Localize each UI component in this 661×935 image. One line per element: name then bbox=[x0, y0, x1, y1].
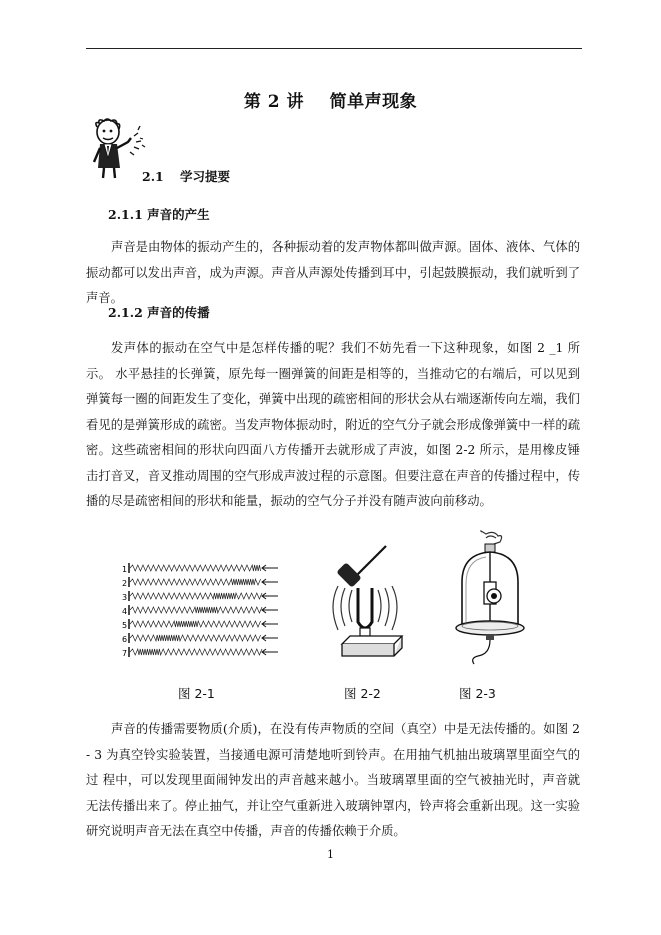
section-number: 2.1 bbox=[142, 169, 164, 184]
spring-row-label: 3 bbox=[122, 593, 128, 602]
spring-coil bbox=[130, 621, 261, 627]
push-arrow bbox=[262, 621, 278, 627]
push-arrow bbox=[262, 579, 278, 585]
push-arrow bbox=[262, 635, 278, 641]
paragraph-sound-production: 声音是由物体的振动产生的，各种振动着的发声物体都叫做声源。固体、液体、气体的振动都可以发出声音，成为声源。声音从声源处传播到耳中，引起鼓膜振动，我们就听到了声音。 bbox=[86, 240, 580, 305]
figure-2-1-springs bbox=[122, 560, 280, 664]
header-rule bbox=[86, 48, 582, 49]
figure-2-1-caption: 图 2-1 bbox=[178, 686, 215, 701]
figure-2-3-bell-jar bbox=[448, 530, 534, 666]
subsection-2-1-2-heading: 2.1.2 声音的传播 bbox=[108, 305, 210, 320]
section-2-1 bbox=[142, 167, 230, 185]
spring-row-label: 2 bbox=[122, 579, 128, 588]
spring-row-label: 1 bbox=[122, 565, 128, 574]
push-arrow bbox=[262, 565, 278, 571]
spring-coil bbox=[130, 649, 262, 655]
spring-coil bbox=[130, 565, 261, 571]
spring-coil bbox=[130, 635, 261, 641]
page-number: 1 bbox=[327, 848, 334, 861]
spring-row-label: 6 bbox=[122, 635, 128, 644]
section-title: 学习提要 bbox=[180, 169, 231, 184]
figure-2-2-caption: 图 2-2 bbox=[344, 686, 381, 701]
lecture-title: 第 2 讲 简单声现象 bbox=[243, 92, 418, 112]
spring-coil bbox=[130, 579, 261, 585]
spring-coil bbox=[130, 593, 262, 599]
push-arrow bbox=[262, 593, 278, 599]
figure-2-2-tuning-fork bbox=[318, 540, 418, 664]
paragraph-sound-propagation: 发声体的振动在空气中是怎样传播的呢？我们不妨先看一下这种现象，如图 2 _1 所示。 水平悬挂的长弹簧，原先每一圈弹簧的间距是相等的，当推动它的右端后，可以见到弹簧每一圈的间距发生了变化，弹簧中出现的疏密相间的形状会从右端逐渐传向左端，我们看见的是弹簧形成的疏密。当发声物体振动时，附近的空气分子就会形成像弹簧中一样的疏密。这些疏密相间的形状向四面八方传播开去就形成了声波，如图 2-2 所示，是用橡皮锤击打音叉，音叉推动周围的空气形成声波过程的示意图。但要注意在声音的传播过程中，传播的尽是疏密相间的形状和能量，振动的空气分子并没有随声波向前移动。 bbox=[86, 341, 580, 508]
subsection-2-1-1-heading: 2.1.1 声音的产生 bbox=[108, 207, 210, 222]
spring-row-label: 4 bbox=[122, 607, 128, 616]
spring-row-label: 5 bbox=[122, 621, 128, 630]
paragraph-vacuum-bell: 声音的传播需要物质(介质)，在没有传声物质的空间（真空）中是无法传播的。如图 2 - 3 为真空铃实验装置，当接通电源可清楚地听到铃声。在用抽气机抽出玻璃罩里面空气的过 程中，可以发现里面闹钟发出的声音越来越小。当玻璃罩里面的空气被抽光时，声音就无法传播出来了。停止抽气，并让空气重新进入玻璃钟罩内，铃声将会重新出现。这一实验研究说明声音无法在真空中传播，声音的传播依赖于介质。 bbox=[86, 722, 580, 838]
spring-row-label: 7 bbox=[122, 649, 128, 658]
figure-2-3-caption: 图 2-3 bbox=[459, 686, 496, 701]
push-arrow bbox=[262, 649, 278, 655]
spring-coil bbox=[130, 607, 262, 613]
push-arrow bbox=[262, 607, 278, 613]
